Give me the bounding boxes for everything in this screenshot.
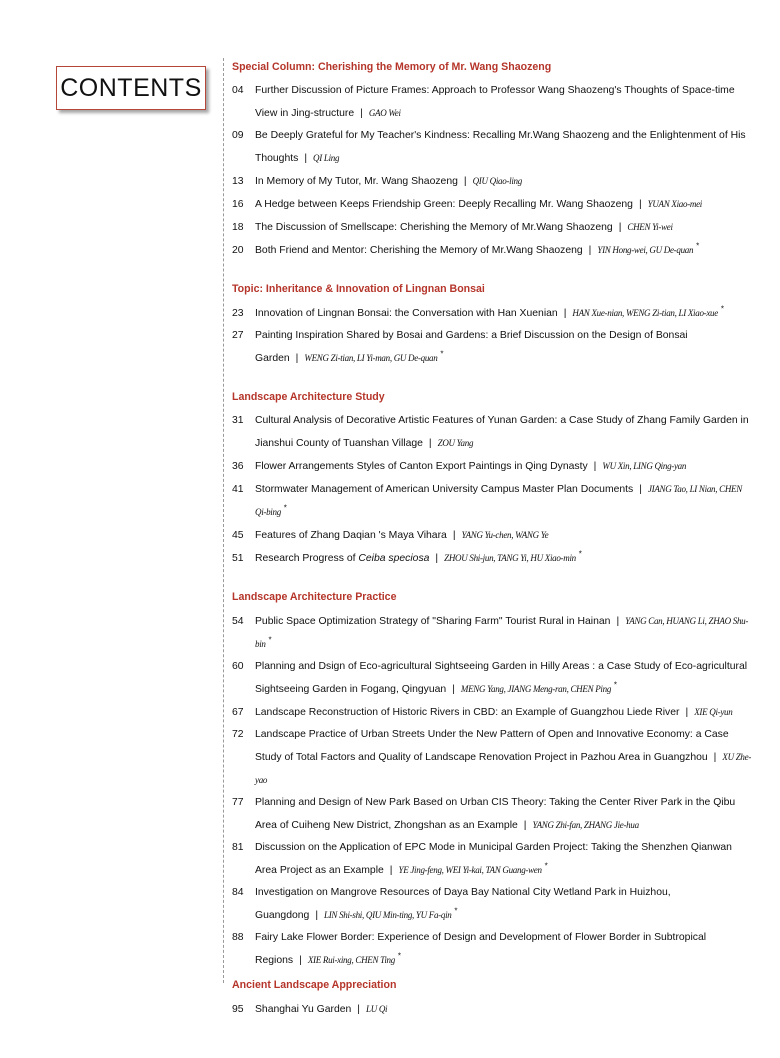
article-title: Planning and Dsign of Eco-agricultural Sightseeing Garden in Hilly Areas : a Case Study of Eco-agricultural Sightseeing Garden in Fogang, Qingyuan [255,661,748,695]
page-number: 67 [232,707,244,718]
author-list: YE Jing-feng, WEI Yi-kai, TAN Guang-wen [398,865,542,875]
separator: | [357,1004,360,1015]
article-title: Painting Inspiration Shared by Bosai and Gardens: a Brief Discussion on the Design of Bonsai Garden [255,330,688,364]
toc-entry[interactable] [232,193,752,216]
toc-entry[interactable] [232,610,752,656]
star-mark: * [578,549,582,559]
toc-entry[interactable] [232,701,752,724]
author-list: YUAN Xiao-mei [647,199,703,209]
author-list: YANG Zhi-fan, ZHANG Jie-hua [532,820,639,830]
page-number: 84 [232,887,244,898]
toc-entry[interactable] [232,927,752,972]
separator: | [299,955,302,966]
article-title: Investigation on Mangrove Resources of Daya Bay National City Wetland Park in Huizhou, Guangdong [255,887,671,921]
toc-section [232,390,752,570]
author-list: XIE Rui-xing, CHEN Ting [307,955,395,965]
toc-entry[interactable] [232,882,752,927]
author-list: ZOU Yang [437,438,474,448]
star-mark: * [696,241,700,251]
separator: | [435,553,439,564]
article-title: In Memory of My Tutor, Mr. Wang Shaozeng [255,176,458,187]
separator: | [304,153,308,164]
toc-section [232,60,752,262]
separator: | [463,176,467,187]
toc-entry[interactable] [232,524,752,547]
toc-entry[interactable] [232,455,752,478]
page-number: 95 [232,1004,244,1015]
article-title: Innovation of Lingnan Bonsai: the Conversation with Han Xuenian [255,308,558,319]
star-mark: * [268,635,272,645]
article-title: Landscape Practice of Urban Streets Under the New Pattern of Open and Innovative Economy: a Case Study of Total Factors and Quality of Landscape Renovation Project in Pazhou Area in Guangzhou [255,729,729,763]
author-list: LIN Shi-shi, QIU Min-ting, YU Fa-qin [324,910,452,920]
article-title: Landscape Reconstruction of Historic Rivers in CBD: an Example of Guangzhou Liede River [255,707,680,718]
article-title: Planning and Design of New Park Based on Urban CIS Theory: Taking the Center River Park in the Qibu Area of Cuiheng New District, Zhongshan as an Example [255,797,736,831]
article-title: Further Discussion of Picture Frames: Approach to Professor Wang Shaozeng's Thoughts of Space-time View in Jing-structure [255,85,735,119]
article-title: Cultural Analysis of Decorative Artistic Features of Yunan Garden: a Case Study of Zhang Family Garden in Jianshui County of Tuanshan Village [255,415,749,449]
author-list: WU Xin, LING Qing-yan [602,461,687,471]
author-list: ZHOU Shi-jun, TANG Yi, HU Xiao-min [444,553,576,563]
article-title: Be Deeply Grateful for My Teacher's Kindness: Recalling Mr.Wang Shaozeng and the Enlightenment of His Thoughts [255,130,746,164]
separator: | [315,910,319,921]
page-number: 88 [232,932,244,943]
author-list: QI Ling [313,153,340,163]
author-list: HAN Xue-nian, WENG Zi-tian, LI Xiao-xue [572,308,718,318]
author-list: QIU Qiao-ling [472,176,522,186]
page-number: 27 [232,330,244,341]
author-list: GAO Wei [368,108,401,118]
separator: | [588,245,592,256]
toc-section [232,978,752,1021]
article-title: Public Space Optimization Strategy of "Sharing Farm" Tourist Rural in Hainan [255,616,611,627]
page-number: 16 [232,199,244,210]
article-title: Features of Zhang Daqian 's Maya Vihara [255,530,447,541]
toc-entry[interactable] [232,410,752,455]
toc-entry[interactable] [232,325,752,370]
star-mark: * [544,861,548,871]
author-list: CHEN Yi-wei [627,222,673,232]
star-mark: * [613,680,618,690]
page-number: 54 [232,616,244,627]
toc-entry[interactable] [232,239,752,262]
toc-section [232,590,752,972]
separator: | [638,199,642,210]
toc-section [232,282,752,370]
article-title: Research Progress of Ceiba speciosa [255,553,430,564]
toc-entry[interactable] [232,792,752,837]
author-list: LU Qi [366,1004,388,1014]
page-number: 41 [232,484,244,495]
section-title: Ancient Landscape Appreciation [232,979,397,991]
author-list: YIN Hong-wei, GU De-quan [597,245,694,255]
author-list: XU Zhe-yao [255,752,752,785]
article-title: Stormwater Management of American University Campus Master Plan Documents [255,484,634,495]
section-title: Landscape Architecture Practice [232,591,397,603]
toc-entry[interactable] [232,302,752,325]
star-mark: * [283,503,287,513]
toc-entry[interactable] [232,724,752,792]
separator: | [428,438,432,449]
page-number: 31 [232,415,244,426]
toc-entry[interactable] [232,478,752,524]
toc-entry[interactable] [232,998,752,1021]
page-number: 45 [232,530,244,541]
toc-entry[interactable] [232,216,752,239]
section-title: Topic: Inheritance & Innovation of Lingnan Bonsai [232,283,485,295]
page-number: 13 [232,176,244,187]
toc-entry[interactable] [232,170,752,193]
author-list: JIANG Tao, LI Nian, CHEN Qi-bing [255,484,742,517]
separator: | [295,353,299,364]
author-list: XIE Qi-yun [694,707,733,717]
separator: | [616,616,620,627]
page-number: 23 [232,308,244,319]
star-mark: * [397,951,401,961]
toc-entry[interactable] [232,125,752,170]
separator: | [523,820,527,831]
page-number: 77 [232,797,244,808]
separator: | [360,108,363,119]
page-number: 60 [232,661,244,672]
separator: | [685,707,689,718]
page-number: 18 [232,222,244,233]
toc-entry[interactable] [232,837,752,882]
page-number: 04 [232,85,244,96]
article-title: A Hedge between Keeps Friendship Green: Deeply Recalling Mr. Wang Shaozeng [255,199,633,210]
separator: | [452,684,455,695]
author-list: YANG Can, HUANG Li, ZHAO Shu-bin [255,616,749,649]
toc-entry[interactable] [232,80,752,125]
page-number: 36 [232,461,244,472]
page-number: 09 [232,130,244,141]
separator: | [452,530,456,541]
page-number: 72 [232,729,244,740]
article-title: Discussion on the Application of EPC Mode in Municipal Garden Project: Taking the Shenzhen Qianwan Area Project as an Example [255,842,732,876]
article-title: Shanghai Yu Garden [255,1004,352,1015]
page-number: 51 [232,553,244,564]
section-title: Landscape Architecture Study [232,391,385,403]
author-list: MENG Yang, JIANG Meng-ran, CHEN Ping [460,684,612,694]
article-title: The Discussion of Smellscape: Cherishing the Memory of Mr.Wang Shaozeng [255,222,613,233]
contents-heading: CONTENTS [56,66,206,110]
article-title: Fairy Lake Flower Border: Experience of Design and Development of Flower Border in Subtropical Regions [255,932,707,966]
star-mark: * [440,349,444,359]
separator: | [389,865,393,876]
star-mark: * [454,906,458,916]
star-mark: * [720,304,724,314]
author-list: YANG Yu-chen, WANG Ye [461,530,549,540]
separator: | [639,484,642,495]
article-title: Both Friend and Mentor: Cherishing the Memory of Mr.Wang Shaozeng [255,245,583,256]
toc-entry[interactable] [232,547,752,570]
separator: | [618,222,622,233]
table-of-contents [232,60,752,1021]
page-number: 20 [232,245,244,256]
separator: | [593,461,597,472]
separator: | [713,752,717,763]
toc-entry[interactable] [232,656,752,701]
scientific-name: Ceiba speciosa [358,553,430,564]
section-title: Special Column: Cherishing the Memory of Mr. Wang Shaozeng [232,61,552,73]
separator: | [563,308,567,319]
dashed-divider [223,58,224,983]
article-title: Flower Arrangements Styles of Canton Export Paintings in Qing Dynasty [255,461,588,472]
page-number: 81 [232,842,244,853]
author-list: WENG Zi-tian, LI Yi-man, GU De-quan [304,353,438,363]
